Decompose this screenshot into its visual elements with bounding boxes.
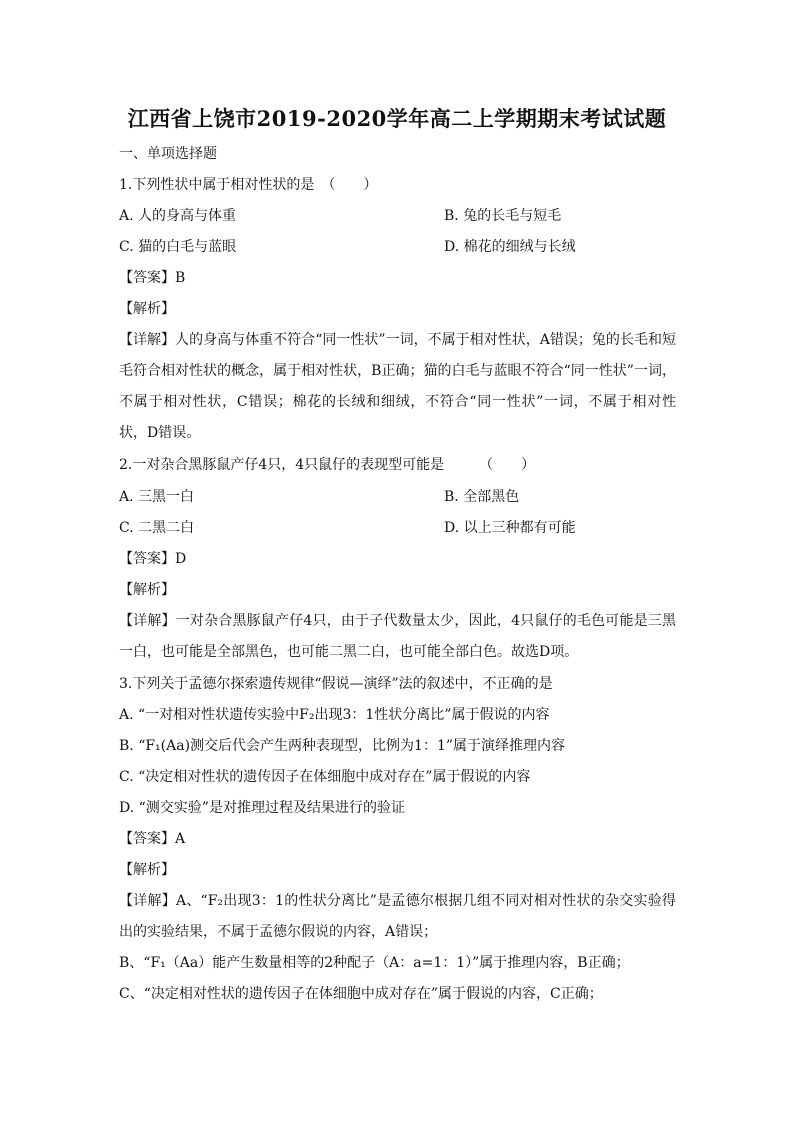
question-3-option-a: A. “一对相对性状遗传实验中F₂出现3：1性状分离比”属于假说的内容 (119, 707, 550, 723)
question-1-detail: 【详解】人的身高与体重不符合“同一性状”一词，不属于相对性状，A错误；兔的长毛和短毛符合相对性状的概念，属于相对性状，B正确；猫的白毛与蓝眼不符合“同一性状”一词，不属于相对性状，C错误；棉花的长绒和细绒，不符合“同一性状”一词，不属于相对性状，D错误。 (119, 332, 676, 441)
section-heading: 一、单项选择题 (119, 146, 217, 162)
question-2-analysis-label: 【解析】 (119, 582, 175, 598)
question-2-option-b: B. 全部黑色 (444, 489, 520, 505)
question-3-detail-b: B、“F₁（Aa）能产生数量相等的2种配子（A：a=1：1）”属于推理内容，B正确； (119, 955, 630, 971)
question-3-detail-a: 【详解】A、“F₂出现3：1的性状分离比”是孟德尔根据几组不同对相对性状的杂交实验得出的实验结果，不属于孟德尔假说的内容，A错误； (119, 893, 676, 940)
question-2-stem: 2.一对杂合黑豚鼠产仔4只，4只鼠仔的表现型可能是 （ ） (119, 457, 536, 473)
question-1-option-d: D. 棉花的细绒与长绒 (444, 239, 576, 255)
question-3-analysis-label: 【解析】 (119, 862, 175, 878)
question-2-option-d: D. 以上三种都有可能 (444, 520, 576, 536)
question-3-option-d: D. “测交实验”是对推理过程及结果进行的验证 (119, 800, 405, 816)
question-2-option-a: A. 三黑一白 (119, 489, 195, 505)
question-1-answer: 【答案】B (119, 270, 186, 286)
question-3-stem: 3.下列关于孟德尔探索遗传规律“假说—演绎”法的叙述中，不正确的是 (119, 676, 553, 692)
question-1-stem: 1.下列性状中属于相对性状的是 （ ） (119, 177, 378, 193)
question-2-answer: 【答案】D (119, 551, 187, 567)
page-title: 江西省上饶市2019-2020学年高二上学期期末考试试题 (127, 106, 667, 131)
question-3-option-b: B. “F₁(Aa)测交后代会产生两种表现型，比例为1：1”属于演绎推理内容 (119, 738, 566, 754)
question-2-detail: 【详解】一对杂合黑豚鼠产仔4只，由于子代数量太少，因此，4只鼠仔的毛色可能是三黑一白，也可能是全部黑色，也可能二黑二白，也可能全部白色。故选D项。 (119, 613, 676, 660)
question-1-analysis-label: 【解析】 (119, 301, 175, 317)
question-1-option-a: A. 人的身高与体重 (119, 208, 237, 224)
question-3-option-c: C. “决定相对性状的遗传因子在体细胞中成对存在”属于假说的内容 (119, 769, 531, 785)
question-3-detail-c: C、“决定相对性状的遗传因子在体细胞中成对存在”属于假说的内容，C正确； (119, 986, 603, 1002)
question-1-option-c: C. 猫的白毛与蓝眼 (119, 239, 237, 255)
question-1-option-b: B. 兔的长毛与短毛 (444, 208, 562, 224)
question-3-answer: 【答案】A (119, 831, 186, 847)
question-2-option-c: C. 二黑二白 (119, 520, 195, 536)
